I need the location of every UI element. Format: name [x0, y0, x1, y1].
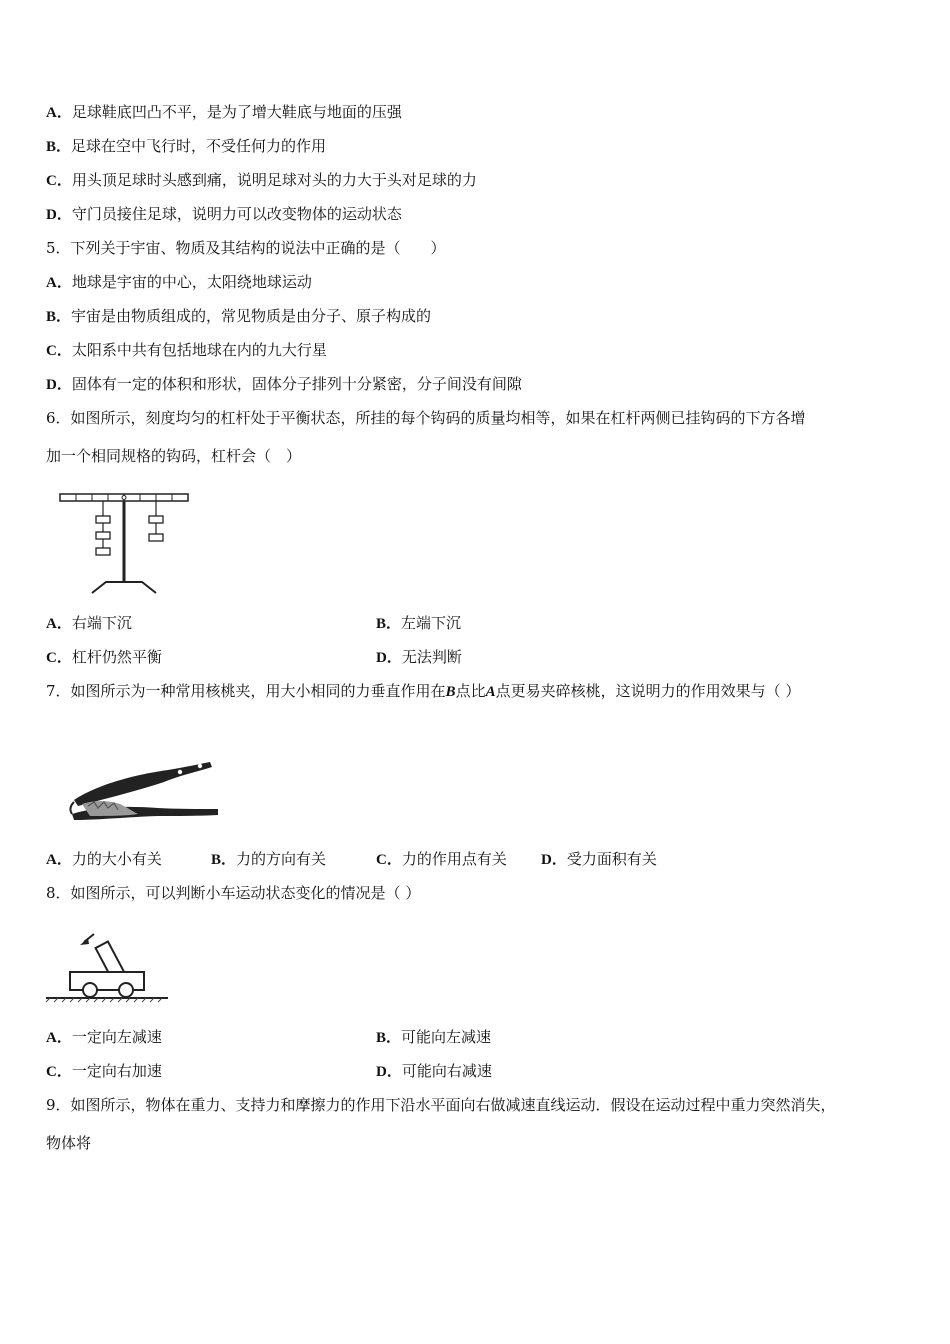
q4-option-b: B．足球在空中飞行时，不受任何力的作用: [46, 137, 327, 155]
q7-option-a: A．力的大小有关: [46, 850, 162, 868]
q6-option-d: D．无法判断: [376, 648, 462, 666]
q8-stem: 8．如图所示，可以判断小车运动状态变化的情况是（ ）: [46, 884, 421, 902]
cart-figure: [44, 928, 172, 1004]
q5-option-a: A．地球是宇宙的中心，太阳绕地球运动: [46, 273, 312, 291]
q5-option-d: D．固体有一定的体积和形状，固体分子排列十分紧密，分子间没有间隙: [46, 375, 522, 393]
q7-option-b: B．力的方向有关: [211, 850, 327, 868]
q9-stem-line1: 9．如图所示，物体在重力、支持力和摩擦力的作用下沿水平面向右做减速直线运动．假设在运动过程中重力突然消失，: [46, 1096, 836, 1114]
q6-stem-line2: 加一个相同规格的钩码，杠杆会（ ）: [46, 447, 302, 465]
q8-option-b: B．可能向左减速: [376, 1028, 492, 1046]
q6-option-a: A．右端下沉: [46, 614, 132, 632]
lever-balance-figure: [48, 478, 226, 600]
q7-stem: 7．如图所示为一种常用核桃夹，用大小相同的力垂直作用在B点比A点更易夹碎核桃，这说明力的作用效果与（ ）: [46, 682, 801, 700]
q4-option-c: C．用头顶足球时头感到痛，说明足球对头的力大于头对足球的力: [46, 171, 477, 189]
q5-option-c: C．太阳系中共有包括地球在内的九大行星: [46, 341, 327, 359]
q6-stem-line1: 6．如图所示，刻度均匀的杠杆处于平衡状态，所挂的每个钩码的质量均相等，如果在杠杆两侧已挂钩码的下方各增: [46, 409, 806, 427]
q5-option-b: B．宇宙是由物质组成的，常见物质是由分子、原子构成的: [46, 307, 432, 325]
q4-option-d: D．守门员接住足球，说明力可以改变物体的运动状态: [46, 205, 402, 223]
q6-option-c: C．杠杆仍然平衡: [46, 648, 162, 666]
q8-option-d: D．可能向右减速: [376, 1062, 492, 1080]
q7-option-d: D．受力面积有关: [541, 850, 657, 868]
q4-option-a: A．足球鞋底凹凸不平，是为了增大鞋底与地面的压强: [46, 103, 402, 121]
q8-option-c: C．一定向右加速: [46, 1062, 162, 1080]
q7-option-c: C．力的作用点有关: [376, 850, 507, 868]
q6-option-b: B．左端下沉: [376, 614, 462, 632]
q8-option-a: A．一定向左减速: [46, 1028, 162, 1046]
q5-stem: 5．下列关于宇宙、物质及其结构的说法中正确的是（ ）: [46, 239, 446, 257]
q9-stem-line2: 物体将: [46, 1134, 92, 1152]
nutcracker-figure: [68, 756, 224, 828]
